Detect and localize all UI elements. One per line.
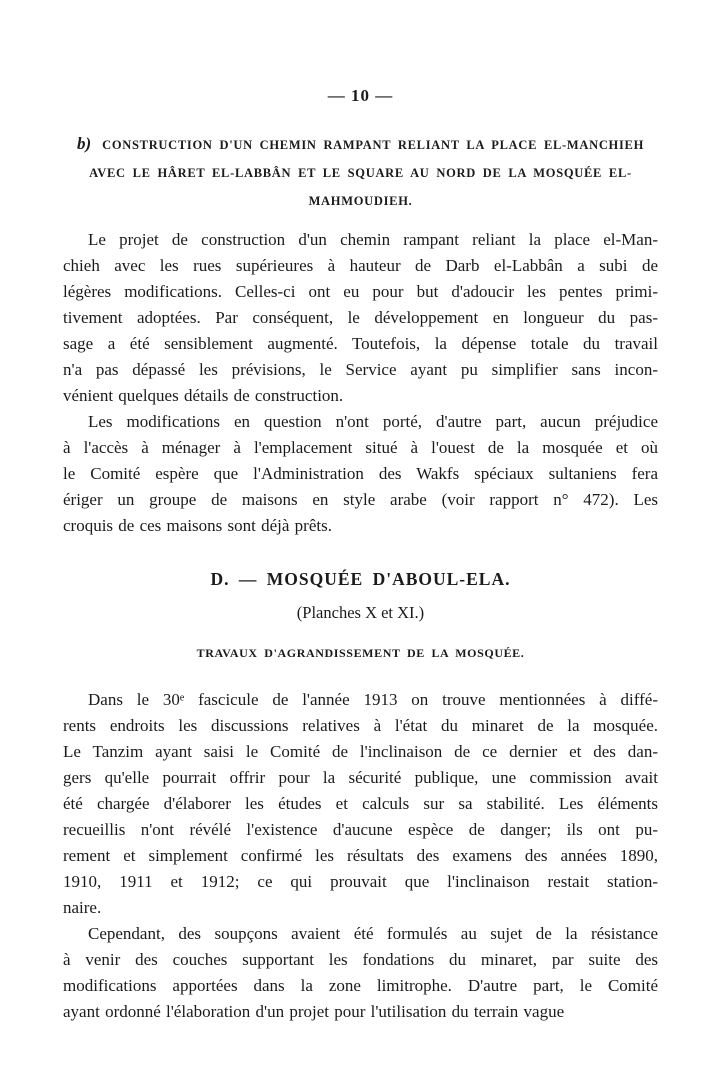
section-d-plates-note: (Planches X et XI.) [296,603,425,622]
text-line: n'a pas dépassé les prévisions, le Service ayant pu simplifier sans incon- [63,360,658,379]
text-line: Le Tanzim ayant saisi le Comité de l'inclinaison de ce dernier et des dan- [63,742,658,761]
paragraph [63,687,658,921]
text-line: été chargée d'élaborer les études et calculs sur sa stabilité. Les éléments [63,794,658,813]
text-line: à l'accès à ménager à l'emplacement situé à l'ouest de la mosquée et où [63,438,658,457]
text-line: à venir des couches supportant les fondations du minaret, par suite des [63,950,658,969]
text-line: vénient quelques détails de construction. [63,386,344,405]
text-line: ériger un groupe de maisons en style arabe (voir rapport n° 472). Les [63,490,658,509]
page-number: — 10 — [327,86,394,105]
section-b-letter: b) [76,134,92,153]
text-line: rement et simplement confirmé les résultats des examens des années 1890, [63,846,658,865]
section-b-heading-line1 [63,130,658,159]
text-line: tivement adoptées. Par conséquent, le développement en longueur du pas- [63,308,658,327]
section-b-heading-line2: AVEC LE HÂRET EL-LABBÂN ET LE SQUARE AU NORD DE LA MOSQUÉE EL-MAHMOUDIEH. [89,166,632,208]
text-line: gers qu'elle pourrait offrir pour la sécurité publique, une commission avait [63,768,658,787]
text-line: croquis de ces maisons sont déjà prêts. [63,516,332,535]
text-line: chieh avec les rues supérieures à hauteur de Darb el-Labbân a subi de [63,256,658,275]
text-line: le Comité espère que l'Administration des Wakfs spéciaux sultaniens fera [63,464,658,483]
text-line: Les modifications en question n'ont porté, d'autre part, aucun préjudice [88,412,658,431]
text-line: 1910, 1911 et 1912; ce qui prouvait que l'inclinaison restait station- [63,872,658,891]
section-d-body [63,687,658,1025]
text-line: Le projet de construction d'un chemin rampant reliant la place el-Man- [88,230,658,249]
text-line: modifications apportées dans la zone limitrophe. D'autre part, le Comité [63,976,658,995]
paragraph [63,921,658,1025]
text-line: Dans le 30ᵉ fascicule de l'année 1913 on trouve mentionnées à diffé- [88,690,658,709]
section-d-title: D. — MOSQUÉE D'ABOUL-ELA. [210,569,511,589]
text-line: légères modifications. Celles-ci ont eu pour but d'adoucir les pentes primi- [63,282,658,301]
paragraph [63,409,658,539]
text-line: Cependant, des soupçons avaient été formulés au sujet de la résistance [88,924,658,943]
section-d-subheading: TRAVAUX D'AGRANDISSEMENT DE LA MOSQUÉE. [196,646,525,660]
text-line: ayant ordonné l'élaboration d'un projet pour l'utilisation du terrain vague [63,1002,565,1021]
section-b-heading [63,130,658,215]
section-b-title-text: CONSTRUCTION D'UN CHEMIN RAMPANT RELIANT LA PLACE EL-MANCHIEH [102,138,645,152]
text-line: rents endroits les discussions relatives à l'état du minaret de la mosquée. [63,716,658,735]
text-line: recueillis n'ont révélé l'existence d'aucune espèce de danger; ils ont pu- [63,820,658,839]
paragraph [63,227,658,409]
text-line: sage a été sensiblement augmenté. Toutefois, la dépense totale du travail [63,334,658,353]
section-b-body [63,227,658,539]
text-line: naire. [63,898,102,917]
section-d-heading [63,569,658,661]
